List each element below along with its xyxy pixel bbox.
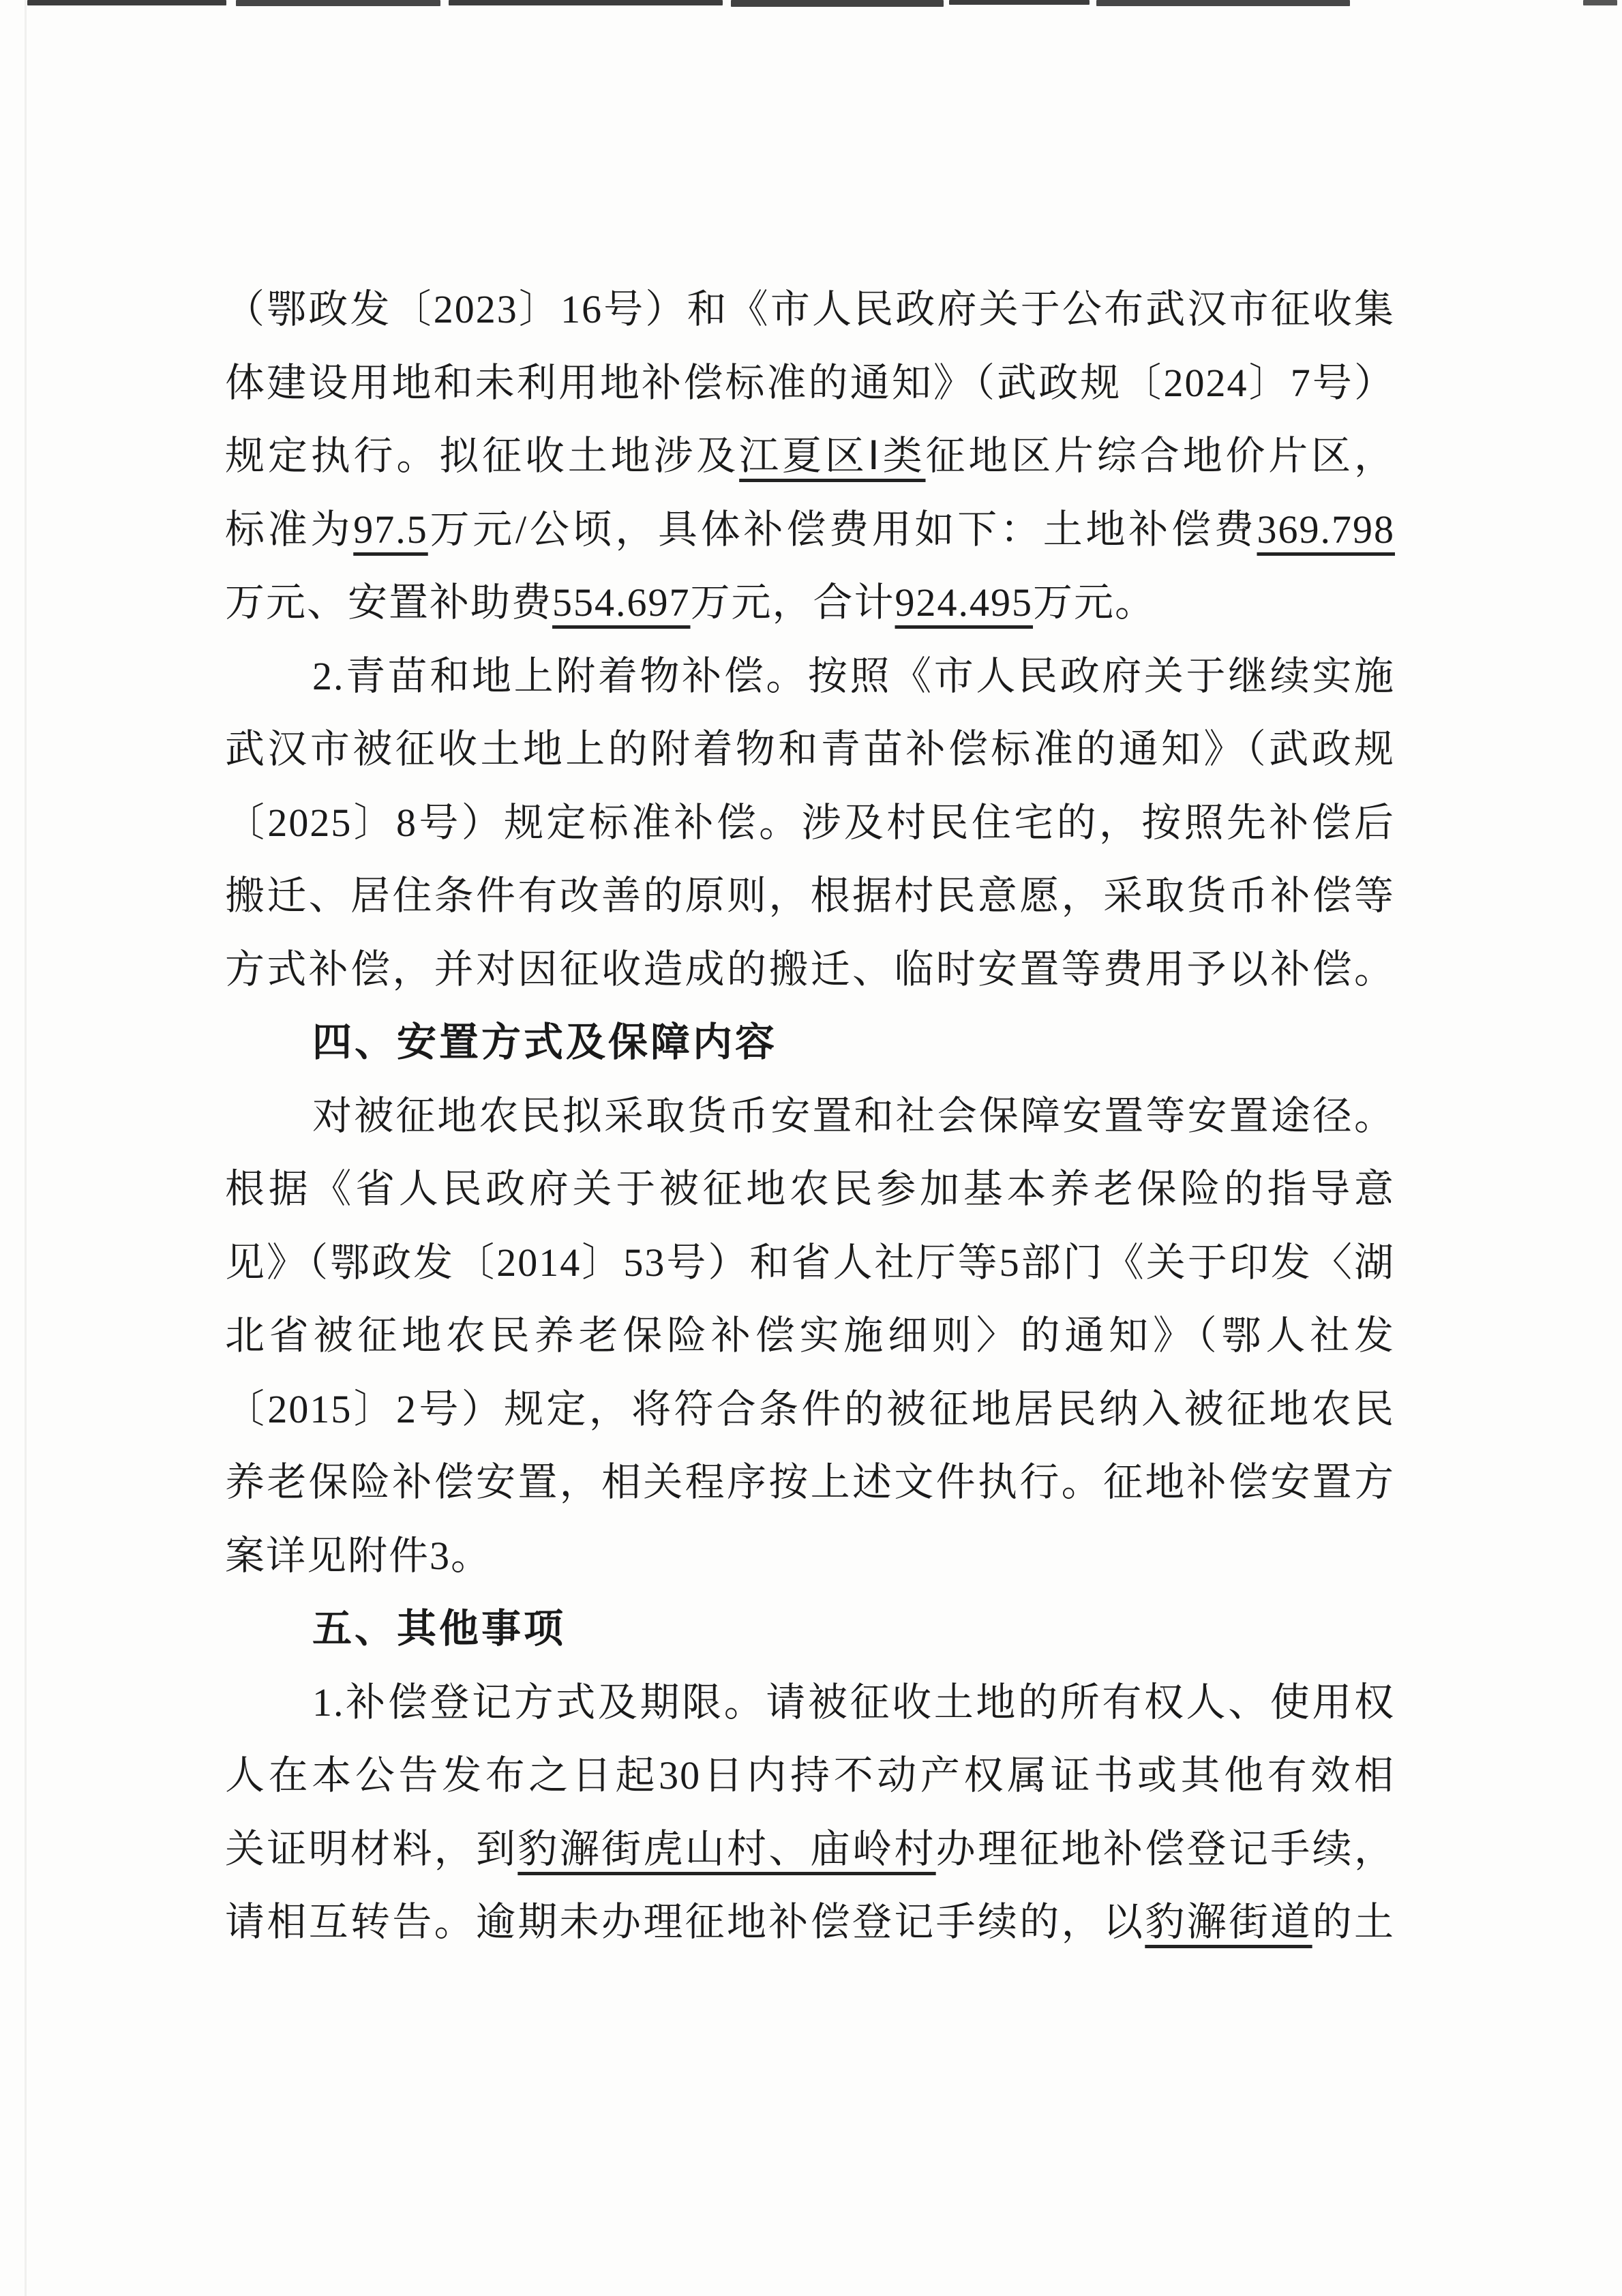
- scan-noise-strip: [236, 0, 440, 6]
- text-line: [225, 1079, 1395, 1153]
- scan-noise-strip: [27, 0, 226, 5]
- underlined-text-segment: 554.697: [552, 580, 691, 625]
- text-line: [225, 273, 1395, 346]
- text-line: [225, 419, 1395, 493]
- text-segment: 请相互转告。逾期未办理征地补偿登记手续的，以: [225, 1900, 1145, 1944]
- text-line: [225, 566, 1395, 640]
- document-text-block: [225, 273, 1395, 1959]
- text-segment: 五、其他事项: [312, 1607, 567, 1651]
- text-line: [225, 713, 1395, 786]
- text-line: [225, 1813, 1395, 1886]
- text-line: [225, 346, 1395, 420]
- text-segment: 的土: [1312, 1900, 1395, 1944]
- text-segment: 养老保险补偿安置，相关程序按上述文件执行。征地补偿安置方: [225, 1460, 1395, 1504]
- text-segment: 搬迁、居住条件有改善的原则，根据村民意愿，采取货币补偿等: [225, 874, 1395, 918]
- text-segment: 2.青苗和地上附着物补偿。按照《市人民政府关于继续实施: [312, 653, 1395, 698]
- underlined-text-segment: 江夏区Ⅰ类: [739, 434, 926, 478]
- text-line: [225, 1226, 1395, 1300]
- text-segment: 万元、安置补助费: [225, 580, 553, 625]
- text-segment: 办理征地补偿登记手续，: [935, 1826, 1395, 1871]
- text-segment: 万元/公顷，具体补偿费用如下：土地补偿费: [427, 507, 1257, 552]
- text-segment: 〔2025〕8号）规定标准补偿。涉及村民住宅的，按照先补偿后: [225, 800, 1395, 845]
- underlined-text-segment: 369.798: [1257, 507, 1395, 552]
- text-segment: 关证明材料，到: [225, 1826, 518, 1871]
- text-segment: 万元。: [1033, 580, 1156, 625]
- underlined-text-segment: 豹澥街虎山村、庙岭村: [517, 1826, 936, 1871]
- text-line: [225, 1373, 1395, 1446]
- text-segment: 〔2015〕2号）规定，将符合条件的被征地居民纳入被征地农民: [225, 1386, 1395, 1431]
- underlined-text-segment: 97.5: [353, 507, 428, 552]
- text-segment: （鄂政发〔2023〕16号）和《市人民政府关于公布武汉市征收集: [225, 287, 1395, 331]
- text-line: [225, 493, 1395, 567]
- text-line: [225, 1885, 1395, 1959]
- text-segment: 方式补偿，并对因征收造成的搬迁、临时安置等费用予以补偿。: [225, 946, 1395, 992]
- text-line: [225, 1446, 1395, 1519]
- text-line: [225, 786, 1395, 860]
- scan-noise-strip: [1096, 0, 1350, 6]
- text-segment: 标准为: [225, 507, 354, 552]
- text-segment: 武汉市被征收土地上的附着物和青苗补偿标准的通知》（武政规: [225, 727, 1395, 771]
- text-segment: 四、安置方式及保障内容: [312, 1020, 778, 1064]
- text-line: [225, 640, 1395, 713]
- text-line: [225, 1739, 1395, 1813]
- text-line: [225, 1666, 1395, 1740]
- scan-noise-strip: [731, 0, 944, 7]
- text-line: [225, 859, 1395, 933]
- scan-noise-strip: [449, 0, 723, 5]
- text-line: [225, 1299, 1395, 1373]
- section-heading-line: [225, 1592, 1395, 1666]
- scan-noise-strip: [1583, 0, 1617, 5]
- text-segment: 体建设用地和未利用地补偿标准的通知》（武政规〔2024〕7号）: [225, 360, 1395, 405]
- text-segment: 征地区片综合地价片区，: [925, 434, 1395, 478]
- scan-fold-line: [25, 0, 27, 2296]
- text-segment: 1.补偿登记方式及期限。请被征收土地的所有权人、使用权: [312, 1680, 1395, 1725]
- text-segment: 规定执行。拟征收土地涉及: [225, 434, 740, 478]
- section-heading-line: [225, 1006, 1395, 1079]
- text-segment: 人在本公告发布之日起30日内持不动产权属证书或其他有效相: [225, 1753, 1395, 1798]
- text-line: [225, 1152, 1395, 1226]
- underlined-text-segment: 924.495: [895, 580, 1034, 625]
- text-segment: 对被征地农民拟采取货币安置和社会保障安置等安置途径。: [312, 1093, 1395, 1138]
- text-segment: 万元，合计: [690, 580, 895, 625]
- scan-noise-strip: [949, 0, 1090, 5]
- text-line: [225, 1519, 1395, 1593]
- text-segment: 案详见附件3。: [225, 1533, 492, 1578]
- underlined-text-segment: 豹澥街道: [1145, 1900, 1312, 1944]
- text-segment: 北省被征地农民养老保险补偿实施细则〉的通知》（鄂人社发: [225, 1313, 1395, 1358]
- text-line: [225, 933, 1395, 1007]
- text-segment: 见》（鄂政发〔2014〕53号）和省人社厅等5部门《关于印发〈湖: [225, 1240, 1395, 1285]
- text-segment: 根据《省人民政府关于被征地农民参加基本养老保险的指导意: [225, 1167, 1395, 1211]
